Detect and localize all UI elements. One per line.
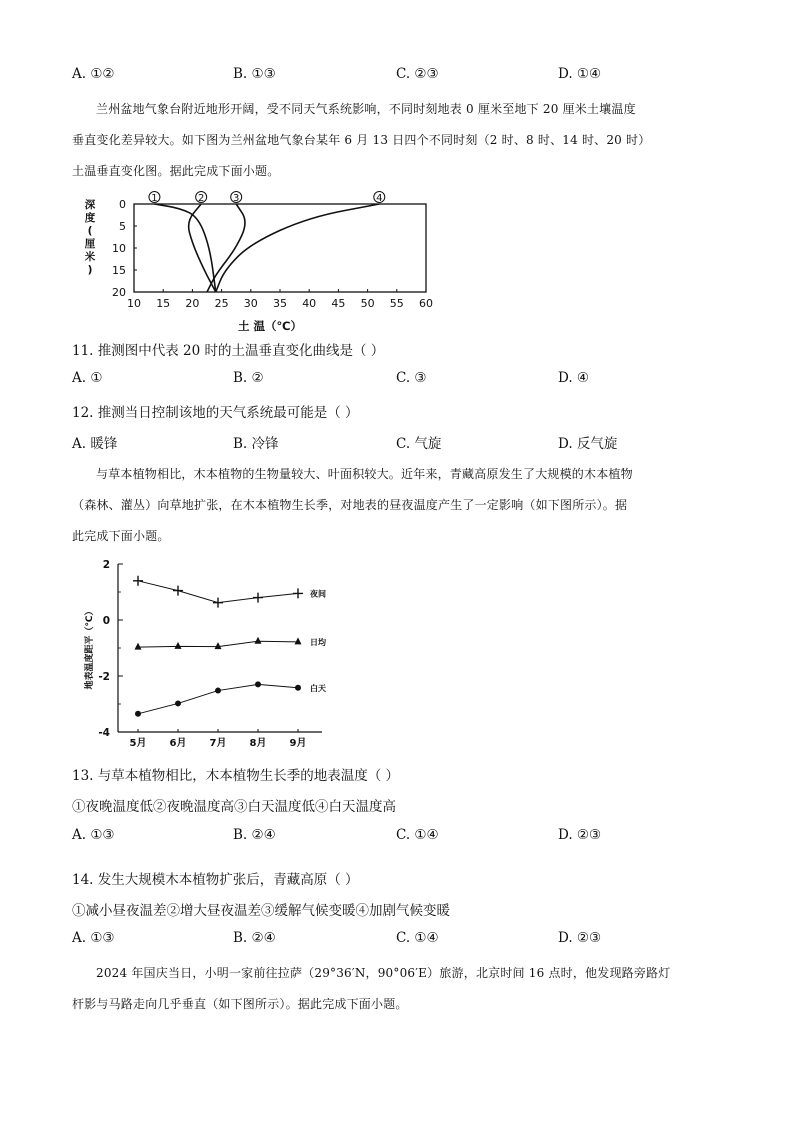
curve-label: 2 xyxy=(197,193,205,204)
y-axis-label: 地表温度距平（℃） xyxy=(85,606,95,690)
soil-temp-curve xyxy=(189,204,216,292)
q14-option-c[interactable]: C. ①④ xyxy=(396,930,439,946)
x-tick-label: 8月 xyxy=(249,738,267,749)
series-label: 白天 xyxy=(310,683,326,693)
q12-option-b[interactable]: B. 冷锋 xyxy=(233,436,279,452)
soil-temp-curve xyxy=(154,204,215,292)
passage2-line2: （森林、灌丛）向草地扩张，在木本植物生长季，对地表的昼夜温度产生了一定影响（如下图所示）。据 xyxy=(72,498,628,512)
q12-stem: 12. 推测当日控制该地的天气系统最可能是（ ） xyxy=(72,405,359,421)
passage1-line3: 土温垂直变化图。据此完成下面小题。 xyxy=(72,164,280,178)
plot-frame xyxy=(134,204,426,292)
night-point xyxy=(173,586,183,596)
q12-option-d[interactable]: D. 反气旋 xyxy=(558,436,618,452)
q11-option-b[interactable]: B. ② xyxy=(233,370,264,386)
x-tick-label: 60 xyxy=(419,297,433,310)
series-label: 夜间 xyxy=(310,589,326,599)
x-tick-label: 5月 xyxy=(129,738,147,749)
x-tick-label: 55 xyxy=(389,297,404,310)
q13-stem: 13. 与草本植物相比，木本植物生长季的地表温度（ ） xyxy=(72,768,400,784)
day-point xyxy=(255,681,261,687)
q11-option-d[interactable]: D. ④ xyxy=(558,370,590,386)
q12-option-c[interactable]: C. 气旋 xyxy=(396,436,442,452)
daily-mean-point xyxy=(295,637,302,644)
x-tick-label: 45 xyxy=(331,297,346,310)
x-tick-label: 35 xyxy=(273,297,287,310)
q12-option-a[interactable]: A. 暖锋 xyxy=(72,436,118,452)
y-tick-label: 0 xyxy=(102,615,110,627)
daily-mean-point xyxy=(135,643,142,650)
day-point xyxy=(135,711,141,717)
q10-option-a[interactable]: A. ①② xyxy=(72,66,115,82)
x-tick-label: 15 xyxy=(156,297,171,310)
x-tick-label: 9月 xyxy=(289,738,307,749)
q14-choices: ①减小昼夜温差②增大昼夜温差③缓解气候变暖④加剧气候变暖 xyxy=(72,903,450,919)
curve-label: 1 xyxy=(151,193,158,204)
q14-stem: 14. 发生大规模木本植物扩张后，青藏高原（ ） xyxy=(72,872,359,888)
passage3-line1: 2024 年国庆当日，小明一家前往拉萨（29°36′N，90°06′E）旅游，北京时间 16 点时，他发现路旁路灯 xyxy=(96,966,671,980)
x-tick-label: 10 xyxy=(127,297,141,310)
q13-choices: ①夜晚温度低②夜晚温度高③白天温度低④白天温度高 xyxy=(72,799,396,815)
q13-option-b[interactable]: B. ②④ xyxy=(233,827,276,843)
q11-stem: 11. 推测图中代表 20 时的土温垂直变化曲线是（ ） xyxy=(72,343,385,359)
x-tick-label: 6月 xyxy=(169,738,187,749)
night-point xyxy=(133,576,143,586)
q14-option-d[interactable]: D. ②③ xyxy=(558,930,602,946)
q13-option-a[interactable]: A. ①③ xyxy=(72,827,115,843)
daily-mean-point xyxy=(255,637,262,644)
curve-label: 3 xyxy=(233,193,240,204)
q14-option-b[interactable]: B. ②④ xyxy=(233,930,276,946)
night-point xyxy=(213,598,223,608)
y-tick-label: 0 xyxy=(119,198,126,211)
soil-temp-curve xyxy=(216,204,380,292)
q13-option-c[interactable]: C. ①④ xyxy=(396,827,439,843)
q11-option-c[interactable]: C. ③ xyxy=(396,370,427,386)
soil-temp-curve xyxy=(207,204,245,292)
passage3-line2: 杆影与马路走向几乎垂直（如下图所示）。据此完成下面小题。 xyxy=(72,997,408,1011)
y-tick-label: -2 xyxy=(98,671,110,683)
q14-option-a[interactable]: A. ①③ xyxy=(72,930,115,946)
x-tick-label: 40 xyxy=(302,297,317,310)
y-tick-label: 5 xyxy=(119,220,126,233)
surface-temperature-anomaly-chart xyxy=(78,554,340,750)
night-point xyxy=(293,588,303,598)
x-tick-label: 30 xyxy=(243,297,258,310)
y-tick-label: 10 xyxy=(112,242,126,255)
y-tick-label: 20 xyxy=(112,286,126,299)
passage1-line1: 兰州盆地气象台附近地形开阔，受不同天气系统影响，不同时刻地表 0 厘米至地下 20 厘米土壤温度 xyxy=(96,102,636,116)
q10-option-c[interactable]: C. ②③ xyxy=(396,66,439,82)
q13-option-d[interactable]: D. ②③ xyxy=(558,827,602,843)
y-tick-label: 2 xyxy=(102,559,110,571)
daily-mean-point xyxy=(215,642,222,649)
passage1-line2: 垂直变化差异较大。如下图为兰州盆地气象台某年 6 月 13 日四个不同时刻（2 时、8 时、14 时、20 时） xyxy=(72,133,651,147)
x-axis-label: 土 温（℃） xyxy=(238,319,302,333)
y-tick-label: 15 xyxy=(112,264,126,277)
x-tick-label: 25 xyxy=(214,297,229,310)
night-point xyxy=(253,593,263,603)
soil-temperature-chart xyxy=(76,188,446,336)
y-tick-label: -4 xyxy=(98,727,110,739)
series-label: 日均 xyxy=(310,637,326,647)
passage2-line3: 此完成下面小题。 xyxy=(72,529,170,543)
y-axis-label: 深度(厘米) xyxy=(84,199,96,276)
daily-mean-point xyxy=(175,642,182,649)
day-point xyxy=(295,685,301,691)
passage2-line1: 与草本植物相比，木本植物的生物量较大、叶面积较大。近年来，青藏高原发生了大规模的木本植物 xyxy=(96,467,633,481)
q11-option-a[interactable]: A. ① xyxy=(72,370,103,386)
q10-option-b[interactable]: B. ①③ xyxy=(233,66,276,82)
x-tick-label: 50 xyxy=(360,297,375,310)
x-tick-label: 7月 xyxy=(209,738,227,749)
q10-option-d[interactable]: D. ①④ xyxy=(558,66,602,82)
x-tick-label: 20 xyxy=(185,297,200,310)
day-point xyxy=(175,700,181,706)
curve-label: 4 xyxy=(376,193,383,204)
day-point xyxy=(215,688,221,694)
